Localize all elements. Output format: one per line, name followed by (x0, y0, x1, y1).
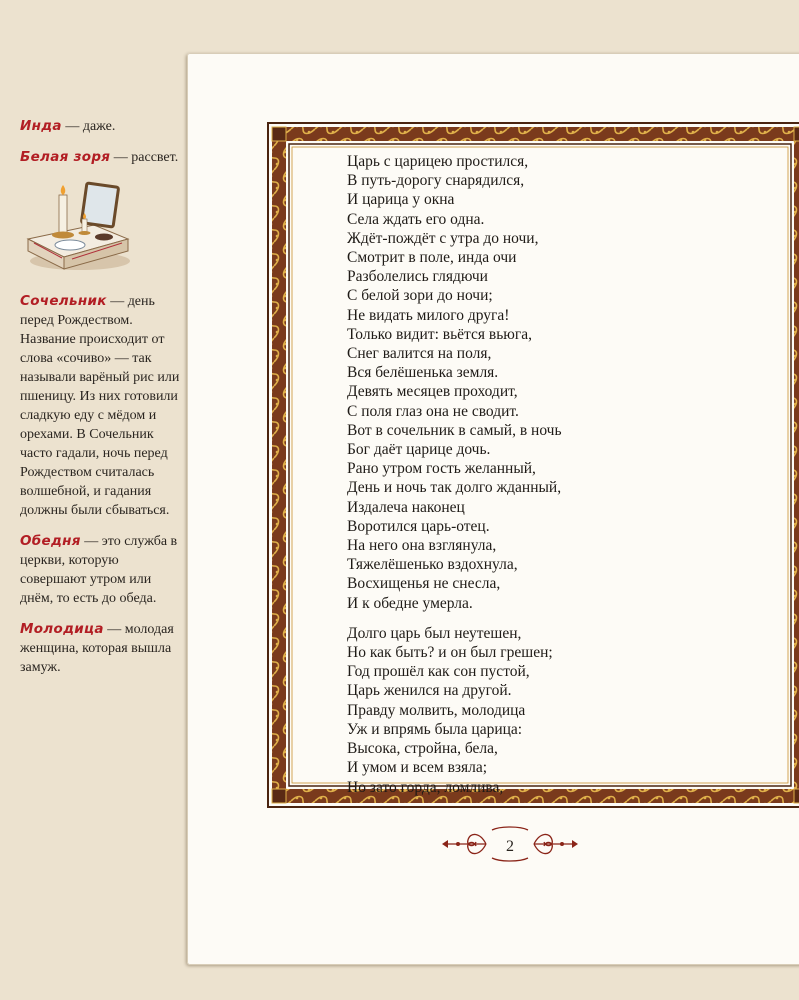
poem-line: Правду молвить, молодица (347, 701, 526, 719)
glossary-entry-molodica (20, 620, 180, 677)
poem-line: Царь с царицею простился, (347, 153, 529, 170)
poem-line: Долго царь был неутешен, (347, 624, 522, 642)
poem-line: Год прошёл как сон пустой, (347, 663, 530, 681)
poem-line: Села ждать его одна. (347, 210, 485, 228)
poem-line: Тяжелёшенько вздохнула, (347, 556, 518, 574)
poem-line: Но зато горда, ломлива, (347, 778, 504, 796)
poem-line: Издалеча наконец (347, 498, 465, 516)
poem-line: Высока, стройна, бела, (347, 740, 498, 758)
poem-line: Рано утром гость желанный, (347, 460, 536, 478)
glossary-term: Белая зоря (20, 149, 111, 165)
poem-text (347, 152, 777, 797)
glossary-definition: — это служба в церкви, которую совершают утром или днём, то есть до обеда. (20, 534, 178, 606)
poem-line: И умом и всем взяла; (347, 759, 488, 777)
poem-line: Смотрит в поле, инда очи (347, 249, 517, 267)
poem-line: Только видит: вьётся вьюга, (347, 325, 532, 343)
poem-line: Восхищенья не снесла, (347, 575, 501, 593)
glossary-entry-obednya (20, 532, 180, 608)
glossary-entry-inda (20, 117, 180, 136)
glossary-definition: — молодая женщина, которая вышла замуж. (20, 622, 174, 675)
poem-line: Бог даёт царице дочь. (347, 441, 491, 459)
poem-line: Не видать милого друга! (347, 306, 510, 324)
poem-line: Царь женился на другой. (347, 682, 512, 700)
poem-line: Ждёт-пождёт с утра до ночи, (347, 229, 539, 247)
glossary-term: Молодица (20, 621, 104, 637)
poem-line: Воротился царь-отец. (347, 517, 490, 535)
glossary-term: Обедня (20, 533, 81, 549)
poem-line: Разболелись глядючи (347, 268, 488, 286)
poem-line: Вся белёшенька земля. (347, 364, 499, 382)
poem-line: И к обедне умерла. (347, 594, 473, 612)
candle-table-icon (24, 177, 130, 272)
poem-line: На него она взглянула, (347, 537, 497, 555)
poem-line: И царица у окна (347, 191, 455, 209)
poem-stanza (347, 624, 777, 797)
glossary-definition: — даже. (61, 119, 116, 134)
poem-line: Но как быть? и он был грешен; (347, 644, 553, 662)
poem-line: В путь-дорогу снарядился, (347, 172, 525, 190)
poem-line: Уж и впрямь была царица: (347, 720, 523, 738)
poem-line: День и ночь так долго жданный, (347, 479, 562, 497)
glossary-sidebar (20, 117, 180, 689)
page-number: 2 (506, 838, 514, 855)
glossary-term: Инда (20, 118, 62, 134)
glossary-definition: — рассвет. (110, 150, 179, 165)
poem-line: С поля глаз она не сводит. (347, 402, 519, 420)
poem-line: С белой зори до ночи; (347, 287, 493, 305)
glossary-entry-belaya-zorya (20, 148, 180, 167)
poem-line: Девять месяцев проходит, (347, 383, 518, 401)
poem-line: Вот в сочельник в самый, в ночь (347, 421, 562, 439)
glossary-term: Сочельник (20, 293, 107, 309)
poem-stanza (347, 152, 777, 613)
poem-line: Снег валится на поля, (347, 345, 492, 363)
glossary-entry-sochelnik (20, 292, 180, 520)
glossary-definition: — день перед Рождеством. Название происходит от слова «сочиво» — так называли варёный рис или пшеницу. Из них готовили сладкую еду с мёдом и орехами. В Сочельник часто гадали, ночь перед Рождеством считалась волшебной, и гадания должны были сбываться. (20, 294, 180, 518)
